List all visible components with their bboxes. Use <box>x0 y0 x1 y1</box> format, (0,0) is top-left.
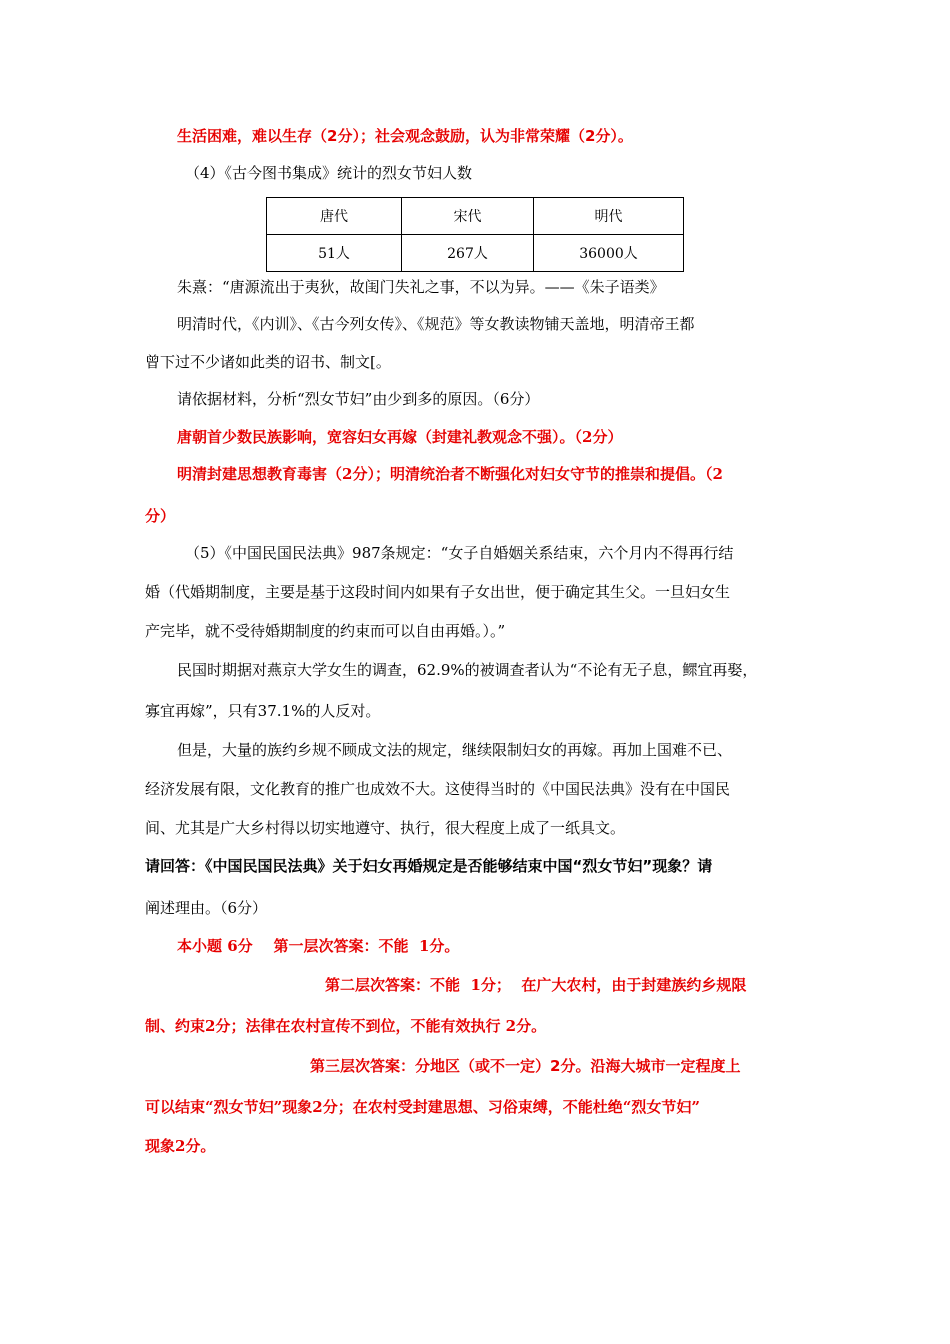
table-row <box>267 235 684 272</box>
table-cell: 36000人 <box>534 235 684 272</box>
table-header-cell: 唐代 <box>267 198 402 235</box>
material-paragraph: 经济发展有限，文化教育的推广也成效不大。这使得当时的《中国民法典》没有在中国民 <box>145 780 731 798</box>
answer-line: 现象2分。 <box>145 1137 216 1155</box>
question-prompt: 阐述理由。（6分） <box>145 899 268 917</box>
answer-line: 制、约束2分；法律在农村宣传不到位，不能有效执行 2分。 <box>145 1017 547 1035</box>
answer-line: 可以结束“烈女节妇”现象2分；在农村受封建思想、习俗束缚，不能杜绝“烈女节妇” <box>145 1098 700 1116</box>
material-paragraph: 民国时期据对燕京大学女生的调查，62.9%的被调查者认为“不论有无子息，鳏宜再娶， <box>177 661 758 679</box>
material-quote-zhuxi: 朱熹：“唐源流出于夷狄，故闺门失礼之事，不以为异。——《朱子语类》 <box>177 278 665 296</box>
material-paragraph: 产完毕，就不受待婚期制度的约束而可以自由再婚。）。” <box>145 622 506 640</box>
answer-line: 唐朝首少数民族影响，宽容妇女再嫁（封建礼教观念不强）。（2分） <box>177 428 623 446</box>
statistics-table <box>266 197 684 272</box>
material-paragraph: 寡宜再嫁”，只有37.1%的人反对。 <box>145 702 381 720</box>
material-paragraph: 间、尤其是广大乡村得以切实地遵守、执行，很大程度上成了一纸具文。 <box>145 819 626 837</box>
table-cell: 267人 <box>402 235 534 272</box>
table-cell: 51人 <box>267 235 402 272</box>
answer-line: 本小题 6分 第一层次答案：不能 1分。 <box>177 937 460 955</box>
material-paragraph: 曾下过不少诸如此类的诏书、制文[。 <box>145 353 391 371</box>
question-5-paragraph: （5）《中国民国民法典》987条规定：“女子自婚姻关系结束，六个月内不得再行结 <box>185 544 734 562</box>
question-prompt: 请依据材料，分析“烈女节妇”由少到多的原因。（6分） <box>177 390 540 408</box>
answer-line: 第二层次答案：不能 1分； 在广大农村，由于封建族约乡规限 <box>325 976 747 994</box>
material-paragraph: 明清时代，《内训》、《古今列女传》、《规范》等女教读物铺天盖地，明清帝王都 <box>177 315 695 333</box>
material-paragraph: 但是，大量的族约乡规不顾成文法的规定，继续限制妇女的再嫁。再加上国难不已、 <box>177 741 733 759</box>
question-4-title: （4）《古今图书集成》统计的烈女节妇人数 <box>185 164 473 182</box>
table-header-cell: 宋代 <box>402 198 534 235</box>
answer-line: 明清封建思想教育毒害（2分）；明清统治者不断强化对妇女守节的推崇和提倡。（2 <box>177 465 723 483</box>
question-prompt: 请回答：《中国民国民法典》关于妇女再婚规定是否能够结束中国“烈女节妇”现象？请 <box>145 857 713 875</box>
table-header-cell: 明代 <box>534 198 684 235</box>
answer-line: 分） <box>145 507 176 525</box>
answer-line: 第三层次答案：分地区（或不一定）2分。沿海大城市一定程度上 <box>310 1057 741 1075</box>
table-header-row <box>267 198 684 235</box>
material-paragraph: 婚（代婚期制度，主要是基于这段时间内如果有子女出世，便于确定其生父。一旦妇女生 <box>145 583 731 601</box>
answer-line-3: 生活困难，难以生存（2分）；社会观念鼓励，认为非常荣耀（2分）。 <box>177 127 633 145</box>
